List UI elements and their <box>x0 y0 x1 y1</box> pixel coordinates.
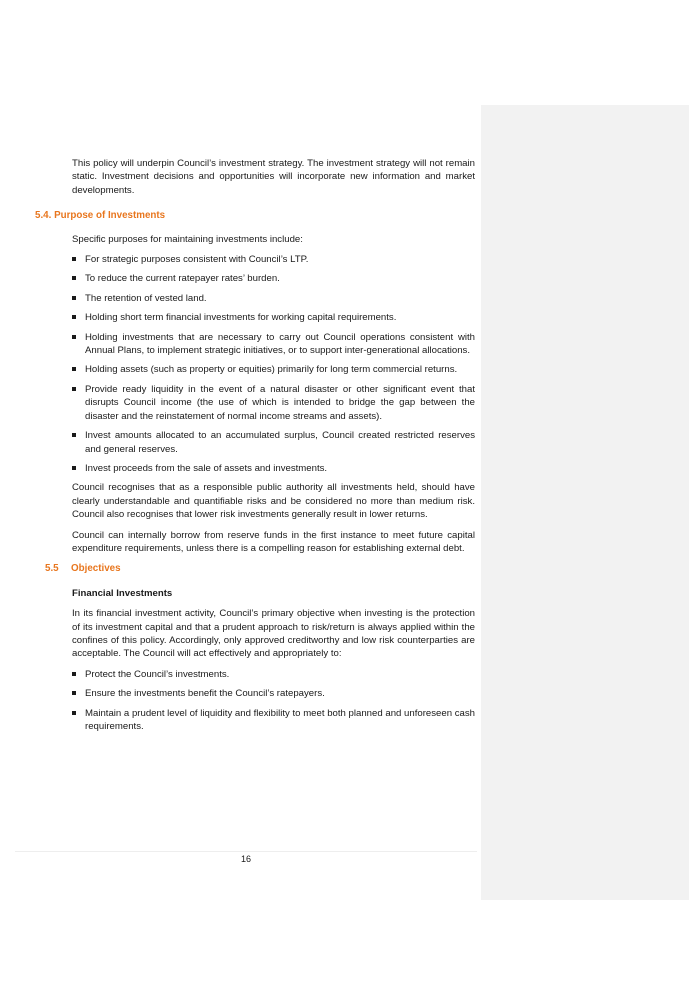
list-item: Invest proceeds from the sale of assets and investments. <box>72 462 475 475</box>
section-5-4-intro: Specific purposes for maintaining investments include: <box>72 233 303 245</box>
bullet-icon <box>72 367 76 371</box>
bullet-icon <box>72 257 76 261</box>
section-5-5-title: Objectives <box>71 563 121 575</box>
objectives-paragraph: In its financial investment activity, Council’s primary objective when investing is the protection of its investment capital and that a prudent approach to risk/return is always applied within the confines of this policy. Accordingly, only approved creditworthy and low risk counterparties are acceptable. The Council will act effectively and appropriately to: <box>72 608 475 660</box>
comment-pane <box>481 105 689 900</box>
page-number: 16 <box>240 854 251 864</box>
list-item: Protect the Council’s investments. <box>72 668 475 681</box>
bullet-icon <box>72 296 76 300</box>
financial-investments-subheading: Financial Investments <box>72 587 173 599</box>
bullet-icon <box>72 433 76 437</box>
purposes-list <box>72 253 475 475</box>
section-5-5-heading <box>45 562 475 575</box>
objectives-list <box>72 668 475 734</box>
footer-divider <box>15 851 477 852</box>
borrow-paragraph: Council can internally borrow from reserve funds in the first instance to meet future capital expenditure requirements, unless there is a compelling reason for establishing external debt. <box>72 529 475 554</box>
list-item: Ensure the investments benefit the Council’s ratepayers. <box>72 687 475 700</box>
bullet-icon <box>72 691 76 695</box>
intro-paragraph: This policy will underpin Council’s investment strategy. The investment strategy will not remain static. Investment decisions and opportunities will incorporate new information and market developments. <box>72 158 475 196</box>
page-content <box>35 157 475 739</box>
bullet-icon <box>72 711 76 715</box>
list-item: The retention of vested land. <box>72 292 475 305</box>
section-5-4-heading: 5.4. Purpose of Investments <box>35 210 166 222</box>
section-5-5-number: 5.5 <box>45 563 59 575</box>
list-item: For strategic purposes consistent with Council’s LTP. <box>72 253 475 266</box>
bullet-icon <box>72 276 76 280</box>
list-item: Invest amounts allocated to an accumulated surplus, Council created restricted reserves and general reserves. <box>72 429 475 456</box>
list-item: To reduce the current ratepayer rates’ burden. <box>72 272 475 285</box>
bullet-icon <box>72 335 76 339</box>
list-item: Holding investments that are necessary to carry out Council operations consistent with Annual Plans, to implement strategic initiatives, or to support inter-generational allocations. <box>72 331 475 358</box>
bullet-icon <box>72 466 76 470</box>
bullet-icon <box>72 672 76 676</box>
list-item: Holding short term financial investments for working capital requirements. <box>72 311 475 324</box>
bullet-icon <box>72 315 76 319</box>
list-item: Provide ready liquidity in the event of a natural disaster or other significant event that disrupts Council income (the use of which is intended to bridge the gap between the disaster and the reinstatement of normal income streams and assets). <box>72 383 475 423</box>
list-item: Maintain a prudent level of liquidity and flexibility to meet both planned and unforeseen cash requirements. <box>72 707 475 734</box>
bullet-icon <box>72 387 76 391</box>
list-item: Holding assets (such as property or equities) primarily for long term commercial returns. <box>72 363 475 376</box>
risk-paragraph: Council recognises that as a responsible public authority all investments held, should have clearly understandable and quantifiable risks and be considered no more than medium risk. Council also recognises that lower risk investments generally result in lower returns. <box>72 482 475 521</box>
